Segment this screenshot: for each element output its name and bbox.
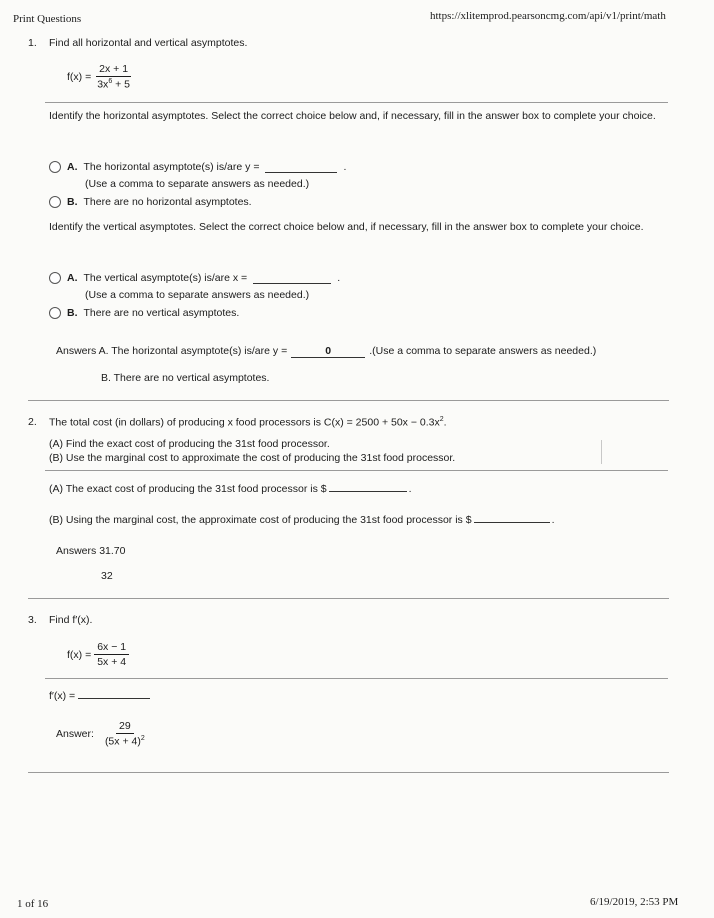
answer-box[interactable] — [329, 481, 407, 492]
q1-fx-label: f(x) = — [67, 70, 92, 83]
choice-text: The vertical asymptote(s) is/are x = — [83, 272, 248, 284]
answer-box[interactable] — [78, 688, 150, 699]
q3-answer-denominator: $(5x + 4)^2$ — [104, 735, 145, 748]
q1-fraction — [94, 63, 133, 91]
radio-button[interactable] — [49, 307, 61, 319]
answer-label: Answer: — [56, 727, 94, 740]
q1-numerator: 2x + 1 — [96, 63, 131, 77]
divider — [601, 440, 602, 464]
answer-box[interactable] — [265, 162, 337, 173]
answer-value: 0 — [291, 345, 365, 358]
q3-numerator: 6x − 1 — [94, 641, 129, 655]
q2-answer-a-text: (A) The exact cost of producing the 31st food processor is $ — [49, 483, 327, 495]
q1-prompt: Find all horizontal and vertical asymptotes. — [49, 37, 248, 49]
q2-answer-value-2: 32 — [101, 570, 113, 582]
footer-page: 1 of 16 — [17, 898, 49, 910]
q1-horiz-note: (Use a comma to separate answers as needed.) — [85, 178, 310, 190]
q2-answer-b-row: (B) Using the marginal cost, the approximate cost of producing the 31st food processor is $ . — [49, 514, 555, 526]
q1-vert-note: (Use a comma to separate answers as needed.) — [85, 289, 310, 301]
q3-fraction — [94, 641, 129, 668]
q1-vert-instruction: Identify the vertical asymptotes. Select the correct choice below and, if necessary, fill in the answer box to complete your choice. — [49, 221, 644, 233]
q3-answer-fraction — [102, 720, 148, 748]
q2-answer-a-row: (A) The exact cost of producing the 31st food processor is $ . — [49, 483, 412, 495]
choice-letter: A. — [67, 161, 78, 173]
q1-denominator: $3x^6 + 5$ — [97, 78, 131, 91]
answer-box[interactable] — [253, 273, 331, 284]
q1-function — [67, 63, 133, 91]
choice-letter: A. — [67, 272, 78, 284]
radio-button[interactable] — [49, 161, 61, 173]
choice-text: The horizontal asymptote(s) is/are y = — [83, 161, 260, 173]
q1-number: 1. — [28, 37, 37, 49]
q1-answers-b: B. There are no vertical asymptotes. — [101, 372, 270, 384]
q1-vert-choice-b[interactable] — [49, 307, 239, 319]
choice-text: There are no vertical asymptotes. — [83, 307, 240, 319]
header-url: https://xlitemprod.pearsoncmg.com/api/v1/print/math — [430, 10, 666, 22]
answer-value: 31.70 — [99, 545, 126, 557]
q2-part-b: (B) Use the marginal cost to approximate the cost of producing the 31st food processor. — [49, 452, 456, 464]
radio-button[interactable] — [49, 272, 61, 284]
q1-horiz-choice-a[interactable]: A. The horizontal asymptote(s) is/are y = . — [49, 161, 346, 173]
answer-box[interactable] — [474, 512, 550, 523]
q3-prompt: Find f′(x). — [49, 614, 93, 626]
q3-fprime-label: f′(x) = — [49, 690, 76, 702]
answers-label: Answers — [56, 545, 97, 557]
divider — [28, 772, 669, 773]
q2-answer-b-text: (B) Using the marginal cost, the approximate cost of producing the 31st food processor is $ — [49, 514, 472, 526]
radio-button[interactable] — [49, 196, 61, 208]
divider — [45, 102, 668, 103]
q1-answers — [56, 345, 596, 358]
q2-part-a: (A) Find the exact cost of producing the 31st food processor. — [49, 438, 330, 450]
q3-fprime-row — [49, 688, 150, 702]
q2-prompt: The total cost (in dollars) of producing x food processors is $C(x) = 2500 + 50x - 0.3x^2$. — [49, 416, 447, 429]
choice-letter: B. — [67, 307, 78, 319]
q1-vert-choice-a[interactable]: A. The vertical asymptote(s) is/are x = . — [49, 272, 340, 284]
q3-denominator: 5x + 4 — [97, 656, 127, 668]
q2-number: 2. — [28, 416, 37, 428]
choice-text: There are no horizontal asymptotes. — [83, 196, 252, 208]
q1-horiz-instruction: Identify the horizontal asymptotes. Select the correct choice below and, if necessary, fill in the answer box to complete your choice. — [49, 110, 656, 122]
header-title: Print Questions — [13, 13, 82, 25]
q3-function — [67, 641, 129, 668]
divider — [28, 400, 669, 401]
q3-answer-numerator: 29 — [116, 720, 134, 734]
divider — [45, 470, 668, 471]
answers-suffix: .(Use a comma to separate answers as needed.) — [369, 345, 597, 357]
choice-letter: B. — [67, 196, 78, 208]
q3-fx-label: f(x) = — [67, 648, 92, 661]
q3-answer — [56, 720, 148, 748]
q3-number: 3. — [28, 614, 37, 626]
divider — [45, 678, 668, 679]
q1-horiz-choice-b[interactable] — [49, 196, 252, 208]
divider — [28, 598, 669, 599]
footer-datetime: 6/19/2019, 2:53 PM — [590, 896, 679, 908]
answers-label: Answers A. The horizontal asymptote(s) is/are y = — [56, 345, 288, 357]
q2-answers — [56, 545, 125, 557]
